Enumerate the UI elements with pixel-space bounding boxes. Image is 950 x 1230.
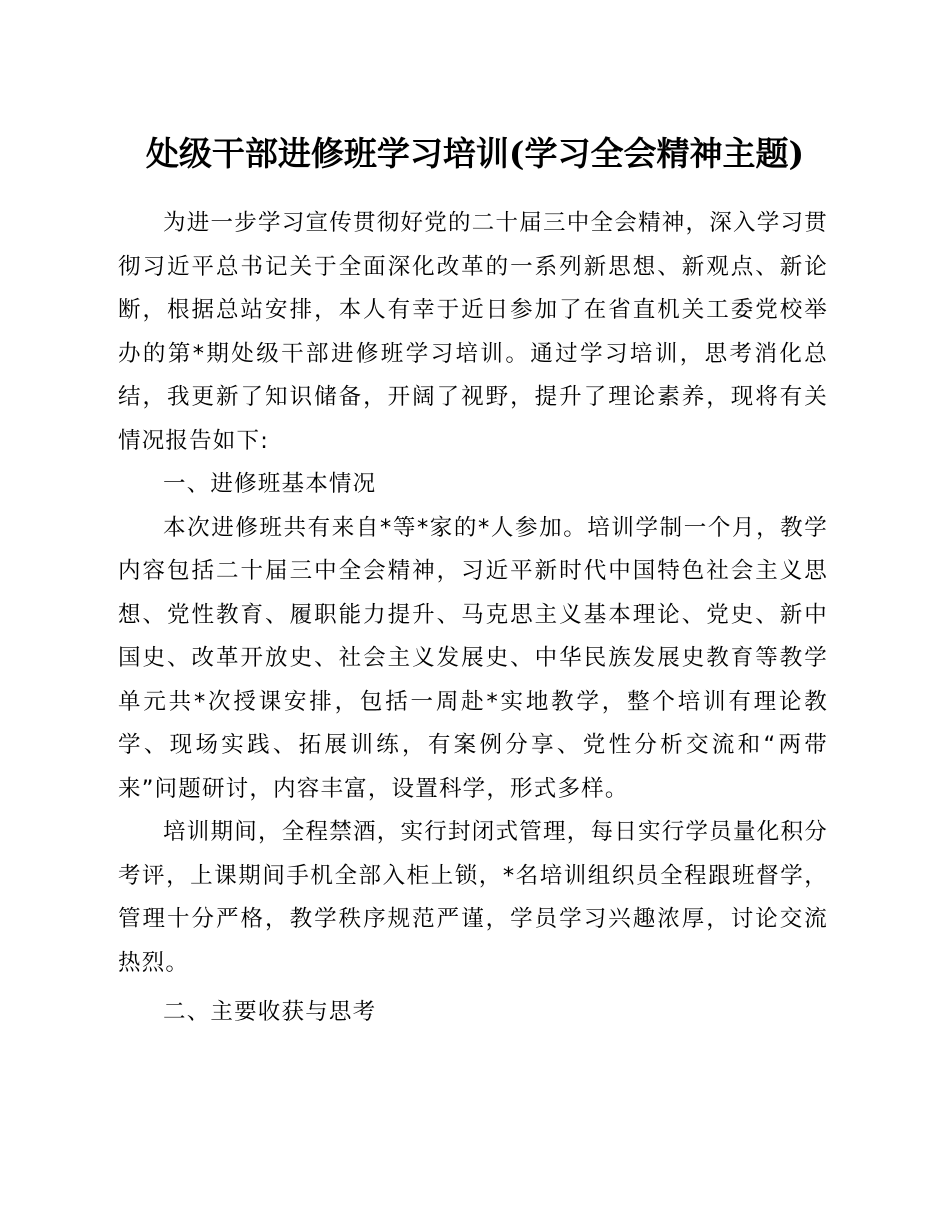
paragraph-training-management: 培训期间，全程禁酒，实行封闭式管理，每日实行学员量化积分考评，上课期间手机全部入柜上锁，*名培训组织员全程跟班督学，管理十分严格，教学秩序规范严谨，学员学习兴趣浓厚，讨论交流热烈。: [118, 819, 828, 976]
document-body: [118, 202, 828, 1035]
intro-paragraph: 为进一步学习宣传贯彻好党的二十届三中全会精神，深入学习贯彻习近平总书记关于全面深化改革的一系列新思想、新观点、新论断，根据总站安排，本人有幸于近日参加了在省直机关工委党校举办的第*期处级干部进修班学习培训。通过学习培训，思考消化总结，我更新了知识储备，开阔了视野，提升了理论素养，现将有关情况报告如下:: [118, 210, 828, 454]
section-heading-gains: 二、主要收获与思考: [163, 999, 377, 1025]
document-title: 处级干部进修班学习培训(学习全会精神主题): [145, 134, 805, 173]
paragraph-class-overview: 本次进修班共有来自*等*家的*人参加。培训学制一个月，教学内容包括二十届三中全会精神，习近平新时代中国特色社会主义思想、党性教育、履职能力提升、马克思主义基本理论、党史、新中国史、改革开放史、社会主义发展史、中华民族发展史教育等教学单元共*次授课安排，包括一周赴*实地教学，整个培训有理论教学、现场实践、拓展训练，有案例分享、党性分析交流和“两带来”问题研讨，内容丰富，设置科学，形式多样。: [118, 514, 828, 802]
section-heading-basic-info: 一、进修班基本情况: [163, 471, 377, 497]
